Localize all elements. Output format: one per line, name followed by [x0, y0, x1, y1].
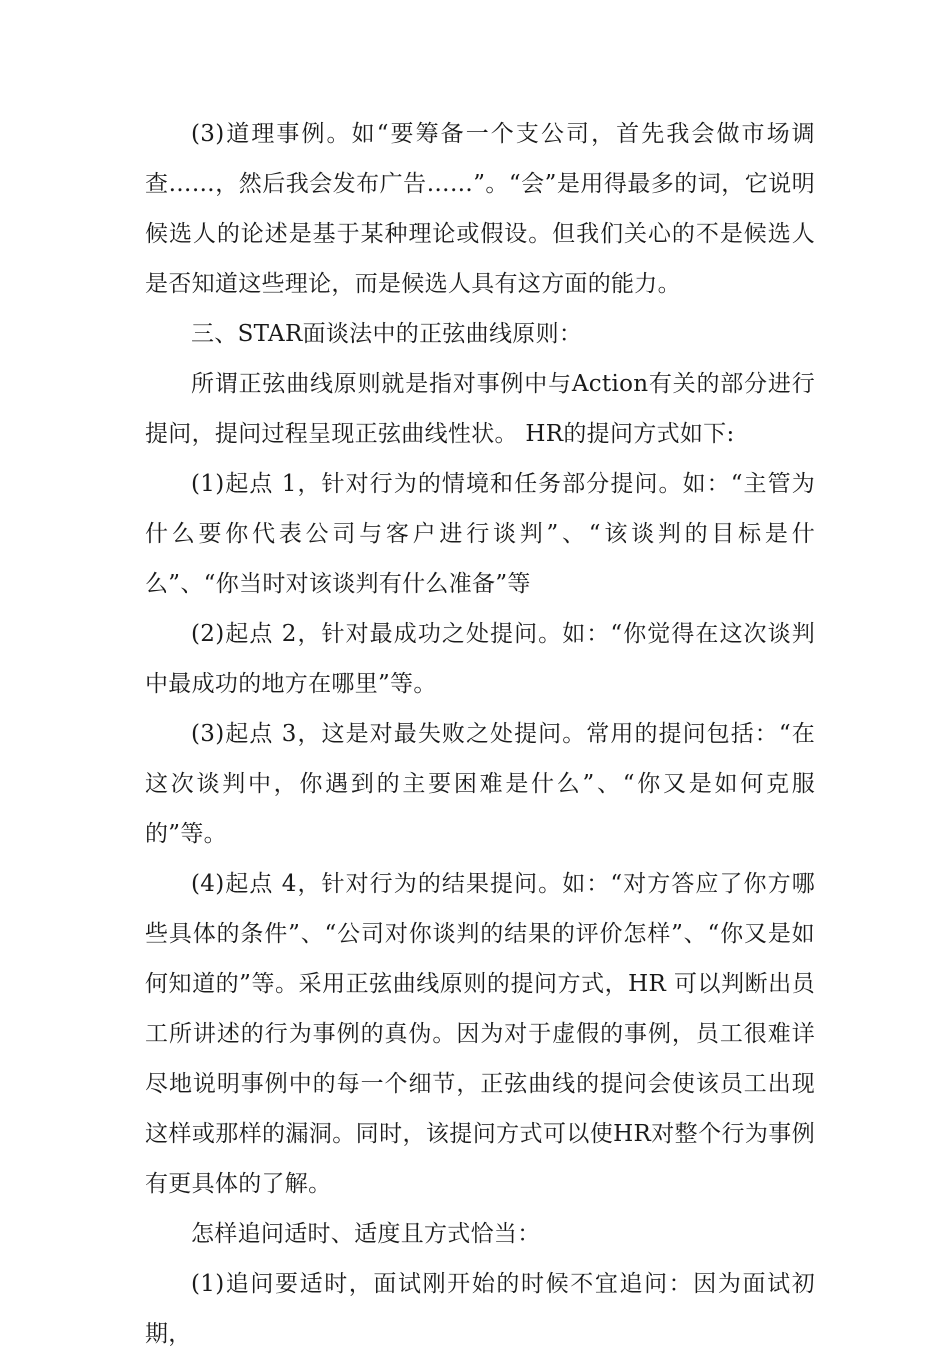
section-heading-sine-curve: 三、STAR面谈法中的正弦曲线原则：: [191, 321, 583, 347]
paragraph-starting-point-3: (3)起点 3，这是对最失败之处提问。常用的提问包括：“在这次谈判中，你遇到的主要困难是什么”、“你又是如何克服的”等。: [145, 721, 815, 847]
document-body: [145, 109, 815, 1359]
section-heading-follow-up: 怎样追问适时、适度且方式恰当：: [191, 1221, 541, 1247]
paragraph-starting-point-4: (4)起点 4，针对行为的结果提问。如：“对方答应了你方哪些具体的条件”、“公司对你谈判的结果的评价怎样”、“你又是如何知道的”等。采用正弦曲线原则的提问方式，HR 可以判断出员工所讲述的行为事例的真伪。因为对于虚假的事例，员工很难详尽地说明事例中的每一个细节，正弦曲线的提问会使该员工出现这样或那样的漏洞。同时，该提问方式可以使HR对整个行为事例有更具体的了解。: [145, 871, 815, 1197]
paragraph-sine-curve-definition: 所谓正弦曲线原则就是指对事例中与Action有关的部分进行提问，提问过程呈现正弦曲线性状。 HR的提问方式如下:: [145, 371, 815, 447]
paragraph-starting-point-1: (1)起点 1，针对行为的情境和任务部分提问。如：“主管为什么要你代表公司与客户进行谈判”、“该谈判的目标是什么”、“你当时对该谈判有什么准备”等: [145, 471, 815, 597]
paragraph-reasoning-example: (3)道理事例。如“要筹备一个支公司，首先我会做市场调查……，然后我会发布广告……”。“会”是用得最多的词，它说明候选人的论述是基于某种理论或假设。但我们关心的不是候选人是否知道这些理论，而是候选人具有这方面的能力。: [145, 121, 815, 297]
paragraph-starting-point-2: (2)起点 2，针对最成功之处提问。如：“你觉得在这次谈判中最成功的地方在哪里”等。: [145, 621, 815, 697]
paragraph-follow-up-timing: (1)追问要适时，面试刚开始的时候不宜追问：因为面试初期，: [145, 1271, 815, 1347]
